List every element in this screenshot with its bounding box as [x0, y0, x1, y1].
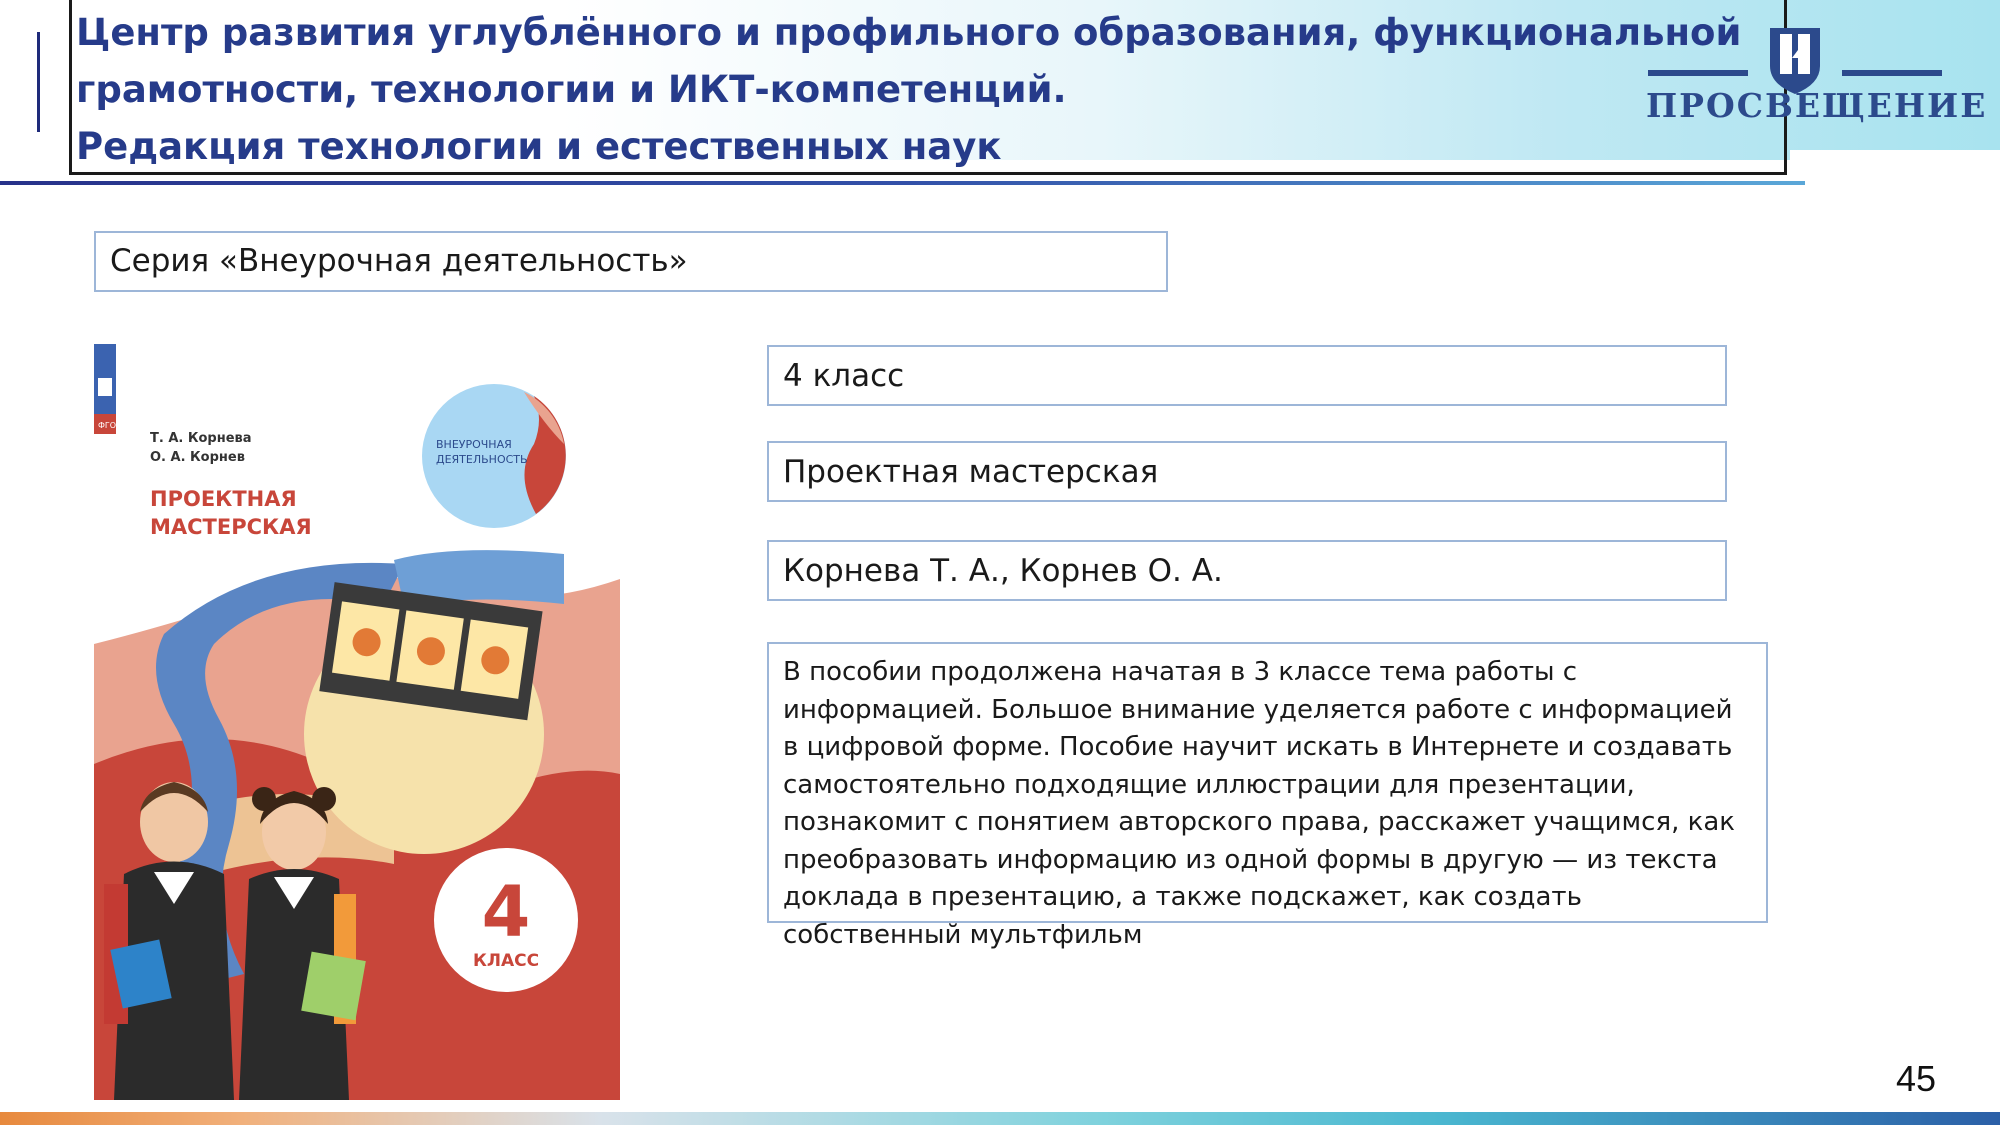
footer-bar	[0, 1112, 2000, 1125]
cover-title-line-1: ПРОЕКТНАЯ	[150, 487, 297, 511]
series-label: Серия «Внеурочная деятельность»	[94, 231, 1168, 292]
header-divider	[0, 181, 1805, 185]
title-line-1: Центр развития углублённого и профильного образования, функциональной	[76, 11, 1742, 54]
page-number: 45	[1896, 1058, 1937, 1099]
header-spacer	[1790, 150, 2000, 190]
book-title-field: Проектная мастерская	[767, 441, 1727, 502]
title-line-2: грамотности, технологии и ИКТ-компетенций.	[76, 68, 1067, 111]
book-cover	[94, 344, 620, 1100]
cover-badge-line-1: ВНЕУРОЧНАЯ	[436, 438, 512, 451]
logo-text: ПРОСВЕЩЕНИЕ	[1646, 86, 1988, 125]
cover-badge-line-2: ДЕЯТЕЛЬНОСТЬ	[436, 453, 528, 466]
cover-author-2: О. А. Корнев	[150, 450, 245, 465]
title-line-3: Редакция технологии и естественных наук	[76, 125, 1002, 168]
cover-grade-word: КЛАСС	[472, 951, 540, 971]
cover-title-line-2: МАСТЕРСКАЯ	[150, 515, 312, 539]
description-text: В пособии продолжена начатая в 3 классе тема работы с информацией. Большое внимание уделяется работе с информацией в цифровой форме. Пособие научит искать в Интернете и создавать самостоятельно подходящие иллюстрации для презентации, познакомит с понятием авторского права, расскажет учащимся, как преобразовать информацию из одной формы в другую — из текста доклада в презентацию, а также подскажет, как создать собственный мультфильм	[767, 642, 1768, 923]
page-title	[76, 4, 1776, 175]
cover-author-1: Т. А. Корнева	[150, 431, 252, 446]
grade-field: 4 класс	[767, 345, 1727, 406]
fgos-mark: ФГОС	[98, 421, 122, 430]
cover-grade-number: 4	[481, 871, 531, 953]
header-accent-line	[37, 32, 40, 132]
authors-field: Корнева Т. А., Корнев О. А.	[767, 540, 1727, 601]
